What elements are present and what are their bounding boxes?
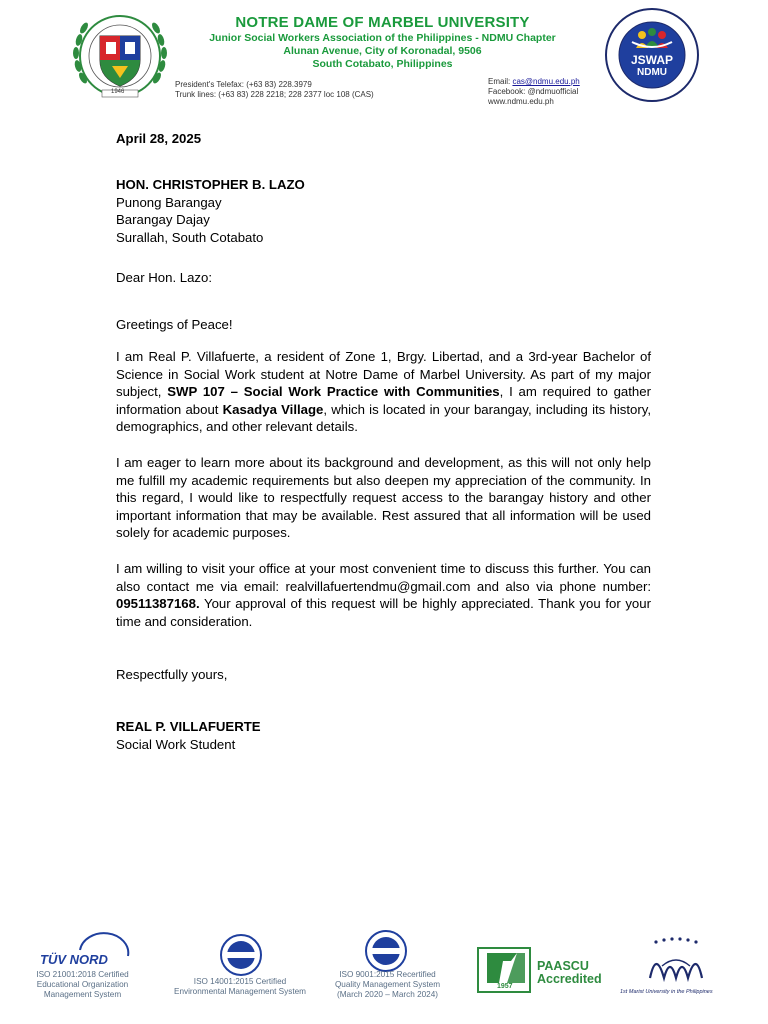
paascu-year: 1957 <box>497 983 513 990</box>
cert-line: ISO 21001:2018 Certified <box>36 970 129 979</box>
signatory-title: Social Work Student <box>116 736 236 752</box>
iso9001-badge-icon <box>363 930 409 972</box>
cert-line: Environmental Management System <box>174 987 306 996</box>
telefax-line: President's Telefax: (+63 83) 228.3979 <box>175 80 312 89</box>
cert-line: Quality Management System <box>334 980 441 989</box>
seal-year: 1946 <box>111 89 125 95</box>
paascu-line: Accredited <box>537 972 602 986</box>
cert-iso14001 <box>165 977 315 997</box>
paragraph-request <box>116 454 651 542</box>
recipient-place: Surallah, South Cotabato <box>116 229 264 245</box>
cert-iso21001 <box>20 970 145 1000</box>
email-line <box>488 77 580 87</box>
address-line-1: Alunan Avenue, City of Koronadal, 9506 <box>283 45 482 57</box>
iso14001-badge-icon <box>218 934 264 976</box>
jswap-seal-sub: NDMU <box>637 67 667 78</box>
paascu-text <box>537 960 602 986</box>
paascu-logo <box>477 947 531 993</box>
cert-line: ISO 14001:2015 Certified <box>193 977 287 986</box>
marist-caption: 1st Marist University in the Philippines <box>620 989 713 995</box>
paascu-line: PAASCU <box>537 959 589 973</box>
village-name: Kasadya Village <box>222 401 324 417</box>
university-name: NOTRE DAME OF MARBEL UNIVERSITY <box>235 14 530 31</box>
recipient-barangay: Barangay Dajay <box>116 212 210 228</box>
phone-number: 09511387168. <box>116 596 200 612</box>
website-link[interactable]: www.ndmu.edu.ph <box>488 97 554 106</box>
university-seal-logo <box>70 8 170 106</box>
intro-text-c: , which is located in your barangay, including its history, demographics, and other relevant details. <box>116 401 652 435</box>
trunk-lines: Trunk lines: (+63 83) 228 2218; 228 2377 loc 108 (CAS) <box>175 90 374 99</box>
paragraph-intro <box>116 348 651 436</box>
marist-logo <box>642 936 710 986</box>
email-link[interactable]: cas@ndmu.edu.ph <box>512 77 580 86</box>
cert-iso9001 <box>320 970 455 1000</box>
recipient-name: HON. CHRISTOPHER B. LAZO <box>116 177 305 192</box>
signature-block <box>116 718 651 753</box>
tuv-nord-wordmark: TÜV NORD <box>40 952 108 967</box>
cert-line: (March 2020 – March 2024) <box>336 990 439 999</box>
letter-date: April 28, 2025 <box>116 131 202 146</box>
cert-line: Educational Organization <box>36 980 129 989</box>
cert-line: ISO 9001:2015 Recertified <box>339 970 436 979</box>
course-subject: SWP 107 – Social Work Practice with Communities <box>167 384 500 400</box>
org-name: Junior Social Workers Association of the Philippines - NDMU Chapter <box>209 32 556 44</box>
facebook-line: Facebook: @ndmuofficial <box>488 87 579 96</box>
address-line-2: South Cotabato, Philippines <box>312 58 453 70</box>
intro-text-b: , I am required to gather information about <box>116 384 651 417</box>
request-text: I am eager to learn more about its background and development, as this will not only help me fulfill my academic requirements but also deepen my appreciation of the community. In this regard, I would like to respectfully request access to the barangay history and other important information that may be available. Rest assured that all information will be used solely for academic purposes. <box>116 455 651 541</box>
contact-text-b: Your approval of this request will be highly appreciated. Thank you for your time and consideration. <box>116 596 651 629</box>
jswap-seal-logo <box>602 8 702 104</box>
jswap-seal-word: JSWAP <box>630 53 673 67</box>
signatory-name: REAL P. VILLAFUERTE <box>116 719 261 734</box>
cert-line: Management System <box>43 990 122 999</box>
recipient-title: Punong Barangay <box>116 194 222 210</box>
greeting: Greetings of Peace! <box>116 317 233 332</box>
recipient-block <box>116 176 651 246</box>
tuv-nord-logo <box>40 930 135 970</box>
contact-text-a: I am willing to visit your office at your most convenient time to discuss this further. You can also contact me via email: realvillafuertendmu@gmail.com and also via phone number: <box>116 561 651 594</box>
email-label: Email: <box>488 77 513 86</box>
closing: Respectfully yours, <box>116 667 228 682</box>
intro-text-a: I am Real P. Villafuerte, a resident of Zone 1, Brgy. Libertad, and a 3rd-year Bachelor of Science in Social Work student at Notre Dame of Marbel University. As part of my major subject, <box>116 349 651 400</box>
paragraph-contact <box>116 560 651 630</box>
salutation: Dear Hon. Lazo: <box>116 270 213 285</box>
